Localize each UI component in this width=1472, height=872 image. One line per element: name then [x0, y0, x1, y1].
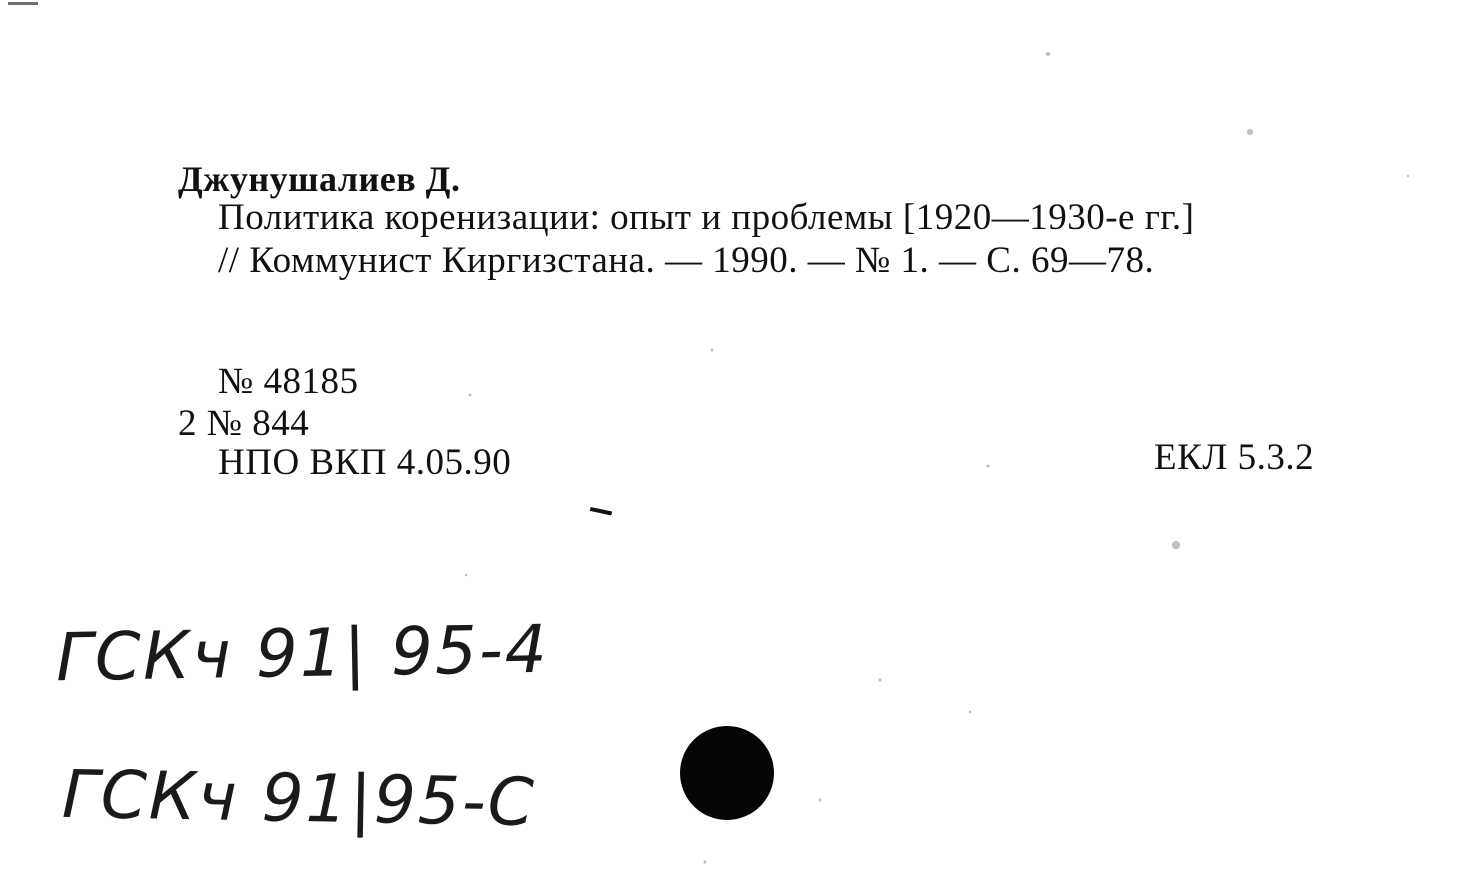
record-number: № 48185 [218, 361, 359, 402]
work-title: Политика коренизации: опыт и проблемы [1920—1930-е гг.] [218, 197, 1195, 238]
handwritten-shelfmark-1: ГСКч 91| 95-4 [55, 610, 550, 697]
source-citation: // Коммунист Киргизстана. — 1990. — № 1. — С. 69—78. [218, 240, 1155, 281]
handwritten-shelfmark-2: ГСКч 91|95-С [61, 755, 537, 842]
classification-code: ЕКЛ 5.3.2 [1154, 437, 1315, 478]
punch-hole [680, 726, 774, 820]
author-name: Джунушалиев Д. [178, 159, 461, 199]
secondary-number: 2 № 844 [178, 403, 310, 444]
npo-date-line: НПО ВКП 4.05.90 [218, 442, 512, 483]
